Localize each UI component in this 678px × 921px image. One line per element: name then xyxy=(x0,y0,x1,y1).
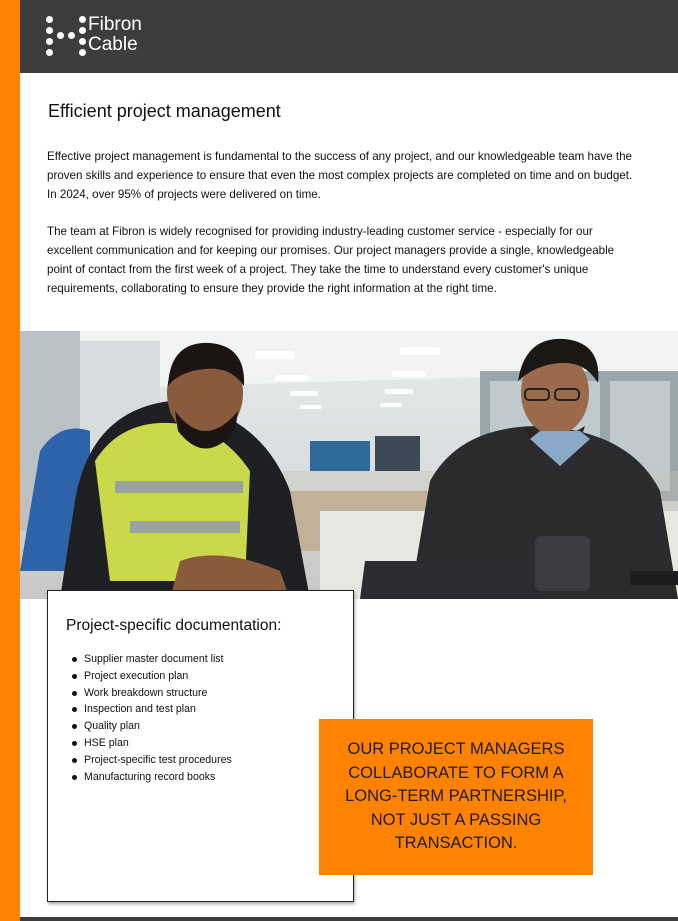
bottom-rule xyxy=(20,917,678,921)
documentation-title: Project-specific documentation: xyxy=(66,617,282,634)
list-item: Work breakdown structure xyxy=(70,685,232,702)
fibron-dot-grid-logo-icon xyxy=(46,16,86,58)
header-bar xyxy=(20,0,678,73)
office-team-photo xyxy=(20,331,678,599)
service-paragraph: The team at Fibron is widely recognised for providing industry-leading customer service - especially for our excellent communication and for keeping our promises. Our project managers provide a single, knowledgeable point of contact from the first week of a project. They take the time to understand every customer's unique requirements, collaborating to ensure they provide the right information at the right time. xyxy=(47,225,615,295)
list-item: Manufacturing record books xyxy=(70,769,232,786)
brand-name-line1: Fibron xyxy=(88,14,142,35)
list-item: Inspection and test plan xyxy=(70,701,232,718)
intro-paragraph: Effective project management is fundamental to the success of any project, and our knowledgeable team have the proven skills and experience to ensure that even the most complex projects are completed on time and on budget. In 2024, over 95% of projects were delivered on time. xyxy=(47,150,633,201)
callout-text: OUR PROJECT MANAGERS COLLABORATE TO FORM A LONG-TERM PARTNERSHIP, NOT JUST A PASSING TRANSACTION. xyxy=(345,740,567,853)
orange-side-stripe xyxy=(0,0,20,921)
list-item: HSE plan xyxy=(70,735,232,752)
page-title: Efficient project management xyxy=(48,101,281,121)
documentation-panel xyxy=(47,590,354,902)
list-item: Supplier master document list xyxy=(70,651,232,668)
brand-name-line2: Cable xyxy=(88,34,138,55)
documentation-list xyxy=(70,651,232,785)
list-item: Project execution plan xyxy=(70,668,232,685)
list-item: Quality plan xyxy=(70,718,232,735)
partnership-callout xyxy=(319,719,593,875)
list-item: Project-specific test procedures xyxy=(70,752,232,769)
brand-name xyxy=(88,15,142,55)
